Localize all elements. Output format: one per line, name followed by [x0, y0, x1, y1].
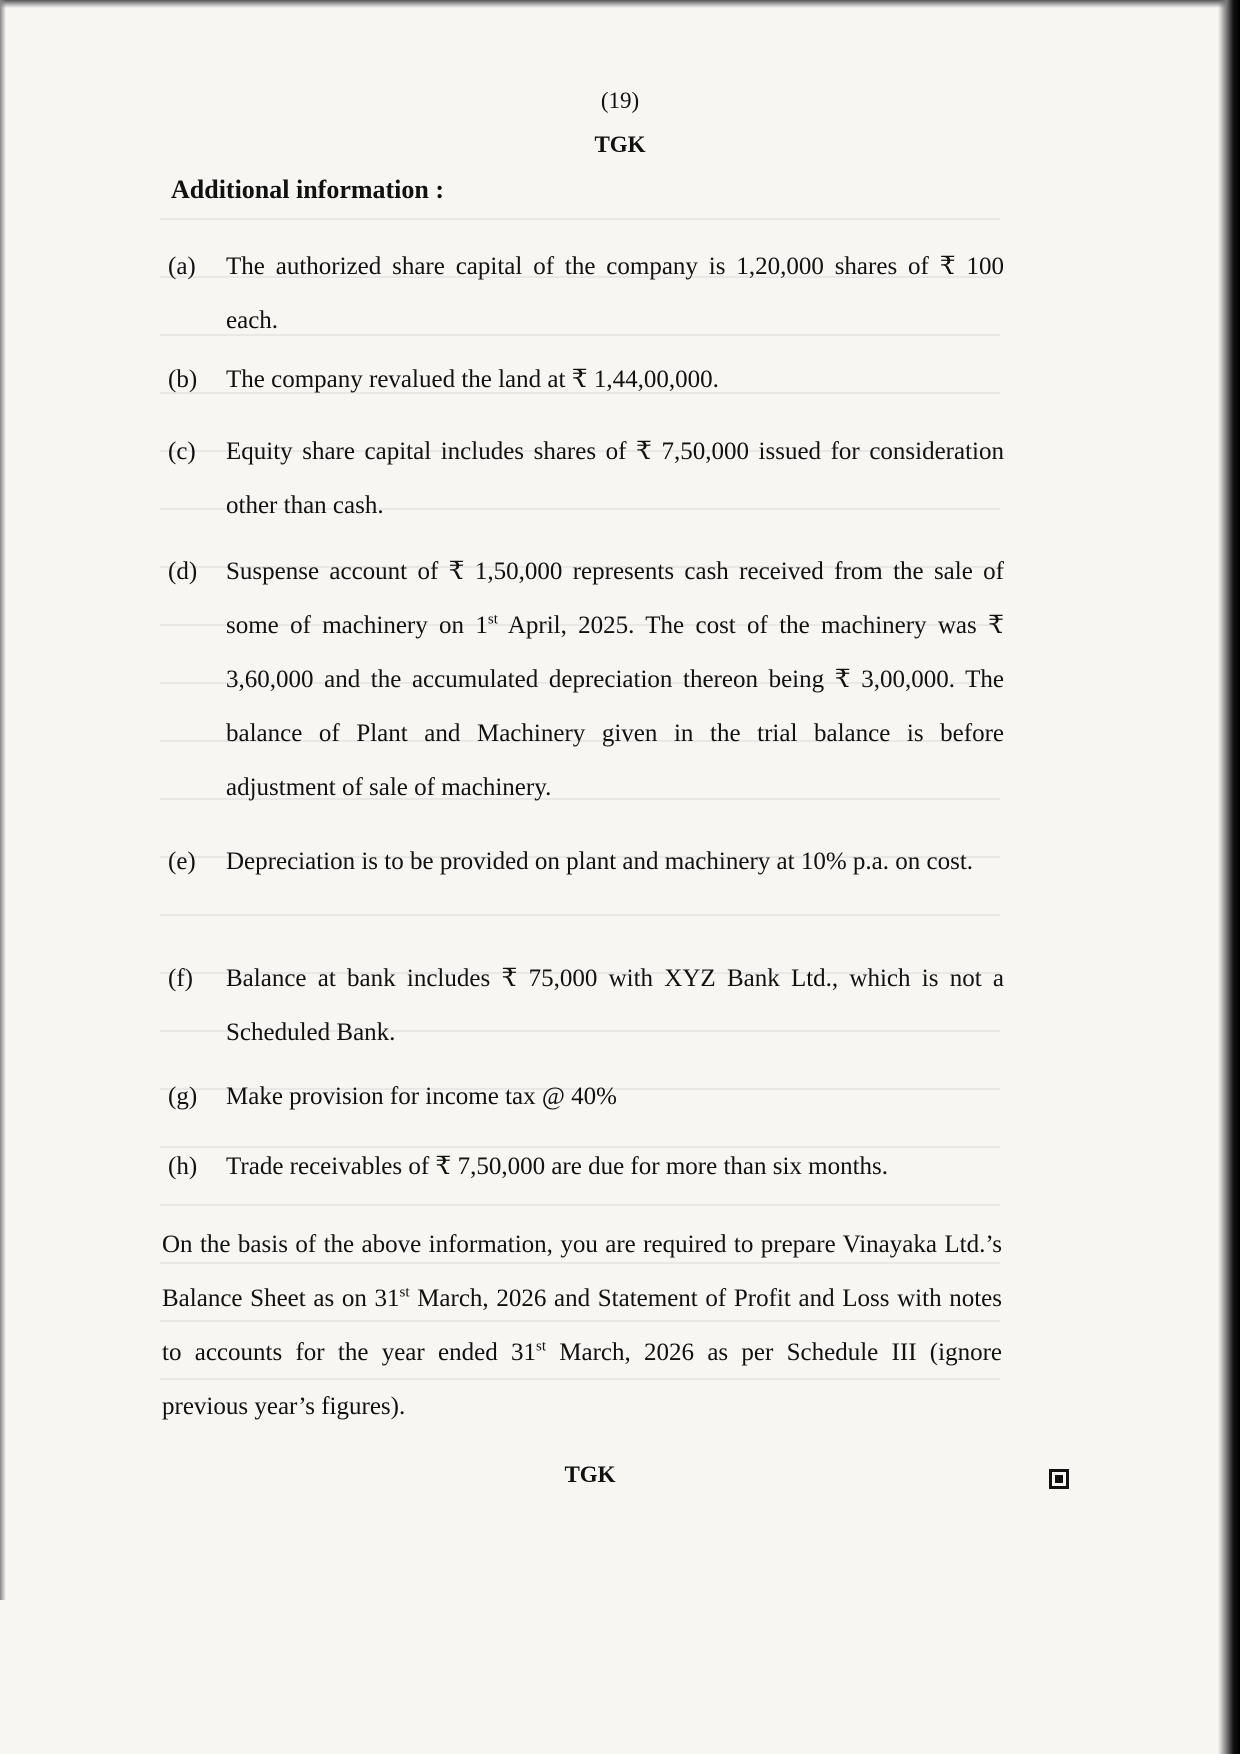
info-item-e [168, 835, 1004, 889]
item-text: Make provision for income tax @ 40% [226, 1083, 617, 1110]
ordinal-suffix: st [399, 1284, 410, 1301]
item-text: Equity share capital includes shares of ₹ 7,50,000 issued for consideration other than cash. [226, 438, 1004, 519]
footer-code: TGK [564, 1462, 616, 1487]
info-item-h [168, 1140, 1004, 1194]
header-code: TGK [594, 132, 646, 157]
scan-edge-top [0, 0, 1240, 8]
item-text: Trade receivables of ₹ 7,50,000 are due for more than six months. [226, 1153, 889, 1180]
closing-text-part: March, 2026 as per Schedule III (ignore previous year’s figures). [162, 1339, 1002, 1420]
closing-text-part: March, 2026 and Statement of Profit and Loss with notes to accounts for the year ended 31 [162, 1285, 1002, 1366]
info-item-f [168, 952, 1004, 1060]
closing-instruction [162, 1218, 1002, 1434]
item-label: (g) [168, 1083, 198, 1110]
page-number: (19) [600, 88, 640, 113]
item-text-part: April, 2025. The cost of the machinery was ₹ 3,60,000 and the accumulated depreciation thereon being ₹ 3,00,000. The balance of Plant and Machinery given in the trial balance is before adjustment of sale of machinery. [226, 612, 1004, 801]
item-label: (b) [168, 366, 198, 393]
item-text-part: Suspense account of ₹ 1,50,000 represents cash received from the sale of some of machinery on 1 [226, 558, 1004, 639]
item-text: Depreciation is to be provided on plant and machinery at 10% p.a. on cost. [226, 848, 974, 875]
item-label: (d) [168, 558, 198, 585]
info-item-b [168, 353, 1004, 407]
page-turn-square-icon [1049, 1469, 1069, 1489]
ordinal-suffix: st [487, 611, 498, 628]
item-text [226, 545, 1004, 815]
section-title: Additional information : [171, 175, 445, 204]
item-label: (a) [168, 253, 196, 280]
item-label: (f) [168, 965, 193, 992]
item-label: (e) [168, 848, 196, 875]
closing-text-part: On the basis of the above information, you are required to prepare Vinayaka Ltd.’s Balance Sheet as on 31 [162, 1231, 1002, 1312]
scan-edge-right [1218, 0, 1240, 1754]
item-label: (h) [168, 1153, 198, 1180]
ordinal-suffix: st [535, 1338, 546, 1355]
info-item-g [168, 1070, 1004, 1124]
info-item-a [168, 240, 1004, 348]
item-label: (c) [168, 438, 196, 465]
info-item-d [168, 545, 1004, 815]
item-text: The authorized share capital of the company is 1,20,000 shares of ₹ 100 each. [226, 253, 1004, 334]
item-text: The company revalued the land at ₹ 1,44,00,000. [226, 366, 719, 393]
info-item-c [168, 425, 1004, 533]
scan-edge-left [0, 0, 6, 1600]
item-text: Balance at bank includes ₹ 75,000 with XYZ Bank Ltd., which is not a Scheduled Bank. [226, 965, 1004, 1046]
